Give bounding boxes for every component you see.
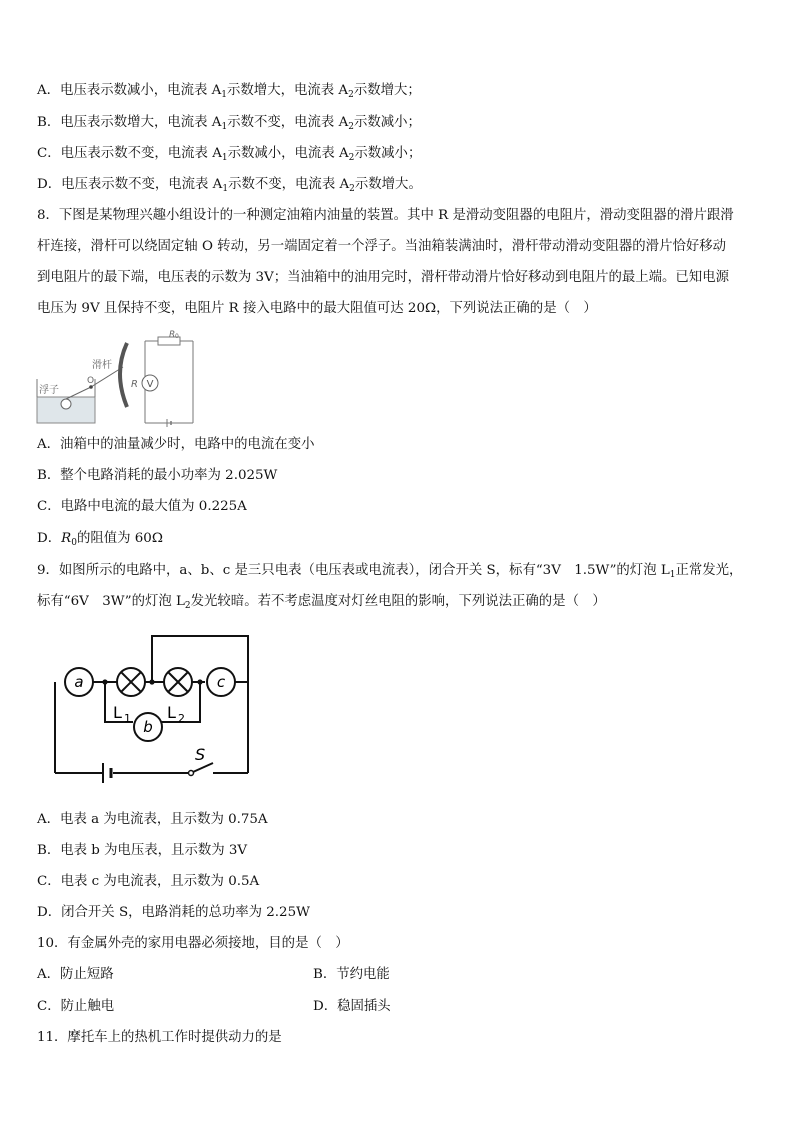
q7-option-c	[37, 145, 421, 163]
q8-option-d-prefix: D．	[37, 531, 62, 546]
q8-stem-line-1: 8．下图是某物理兴趣小组设计的一种测定油箱内油量的装置。其中 R 是滑动变阻器的电阻片，滑动变阻器的滑片跟滑	[37, 208, 734, 223]
subscript: 2	[348, 90, 354, 100]
r0-label: R	[169, 330, 176, 340]
q9-option-b: B．电表 b 为电压表，且示数为 3V	[37, 843, 248, 858]
q7-option-b-text: B．电压表示数增大，电流表 A	[37, 115, 222, 130]
q7-option-d-mid: 示数不变，电流表 A	[228, 177, 350, 192]
q9-option-c: C．电表 c 为电流表，且示数为 0.5A	[37, 874, 260, 889]
q10-stem: 10．有金属外壳的家用电器必须接地，目的是（ ）	[37, 936, 349, 951]
q7-option-c-mid: 示数减小，电流表 A	[227, 146, 349, 161]
lamp-l1-subscript: 1	[124, 712, 131, 725]
q8-stem-line-2: 杆连接，滑杆可以绕固定轴 O 转动，另一端固定着一个浮子。当油箱装满油时，滑杆带动滑动变阻器的滑片恰好移动	[37, 239, 727, 254]
q9-stem-line-2-a: 标有“6V 3W”的灯泡 L	[37, 594, 185, 609]
q11-stem: 11．摩托车上的热机工作时提供动力的是	[37, 1030, 282, 1045]
subscript: 2	[348, 122, 354, 132]
q10-option-c: C．防止触电	[37, 999, 115, 1014]
q9-circuit-diagram	[45, 630, 260, 795]
q8-stem-line-3: 到电阻片的最下端，电压表的示数为 3V；当油箱中的油用完时，滑杆带动滑片恰好移动到电阻片的最上端。已知电源	[37, 270, 729, 285]
voltmeter-label: V	[146, 379, 154, 390]
subscript: 2	[184, 601, 191, 611]
lamp-l1-label: L	[113, 703, 122, 722]
lamp-l2-subscript: 2	[178, 712, 185, 725]
q8-option-c: C．电路中电流的最大值为 0.225A	[37, 499, 247, 514]
r0-symbol: R	[61, 531, 72, 546]
q7-option-d-text: D．电压表示数不变，电流表 A	[37, 177, 223, 192]
float-label: 浮子	[39, 385, 59, 396]
q9-stem-line-1-b: 正常发光，	[675, 563, 743, 578]
q10-option-a: A．防止短路	[37, 967, 114, 982]
q7-option-d-end: 示数增大。	[354, 177, 422, 192]
subscript: 2	[348, 153, 355, 163]
q9-stem-line-2	[37, 593, 606, 611]
r-label: R	[131, 379, 138, 390]
q8-option-d-text: 的阻值为 60Ω	[76, 531, 163, 546]
q10-option-d: D．稳固插头	[313, 999, 391, 1014]
subscript: 1	[221, 153, 228, 163]
q8-stem-line-4: 电压为 9V 且保持不变，电阻片 R 接入电路中的最大阻值可达 20Ω，下列说法正确的是（ ）	[37, 301, 597, 316]
switch-label: S	[195, 745, 206, 764]
subscript: 1	[669, 570, 676, 580]
q7-option-a-text: A．电压表示数减小，电流表 A	[37, 83, 222, 98]
q9-stem-line-1-a: 9．如图所示的电路中，a、b、c 是三只电表（电压表或电流表），闭合开关 S，标有“3V 1.5W”的灯泡 L	[37, 563, 670, 578]
q7-option-c-text: C．电压表示数不变，电流表 A	[37, 146, 222, 161]
q7-option-a	[37, 82, 421, 100]
subscript: 1	[221, 122, 228, 132]
q7-option-a-mid: 示数增大，电流表 A	[227, 83, 349, 98]
q7-option-d	[37, 176, 422, 194]
lamp-l2-label: L	[167, 703, 176, 722]
q10-option-b: B．节约电能	[313, 967, 390, 982]
q7-option-c-end: 示数减小；	[354, 146, 422, 161]
q9-stem-line-1	[37, 562, 742, 580]
pivot-label: O	[87, 376, 95, 386]
q7-option-b-mid: 示数不变，电流表 A	[227, 115, 349, 130]
q7-option-b-end: 示数减小；	[354, 115, 421, 130]
q8-option-d	[37, 530, 163, 548]
q7-option-b	[37, 114, 421, 132]
subscript: 1	[221, 90, 228, 100]
oil-gauge-diagram	[35, 327, 200, 427]
q8-option-a: A．油箱中的油量减少时，电路中的电流在变小	[37, 437, 315, 452]
q9-stem-line-2-b: 发光较暗。若不考虑温度对灯丝电阻的影响，下列说法正确的是（ ）	[190, 594, 606, 609]
q9-option-a: A．电表 a 为电流表，且示数为 0.75A	[37, 812, 268, 827]
q7-option-a-end: 示数增大；	[353, 83, 421, 98]
rod-label: 滑杆	[92, 360, 112, 371]
q9-option-d: D．闭合开关 S，电路消耗的总功率为 2.25W	[37, 905, 310, 920]
subscript: 1	[222, 184, 229, 194]
subscript: 2	[349, 184, 355, 194]
subscript: 0	[71, 538, 77, 548]
meter-b-label: b	[143, 718, 153, 736]
r0-subscript: 0	[175, 333, 179, 340]
meter-c-label: c	[216, 673, 226, 691]
q8-option-b: B．整个电路消耗的最小功率为 2.025W	[37, 468, 278, 483]
meter-a-label: a	[74, 673, 84, 691]
